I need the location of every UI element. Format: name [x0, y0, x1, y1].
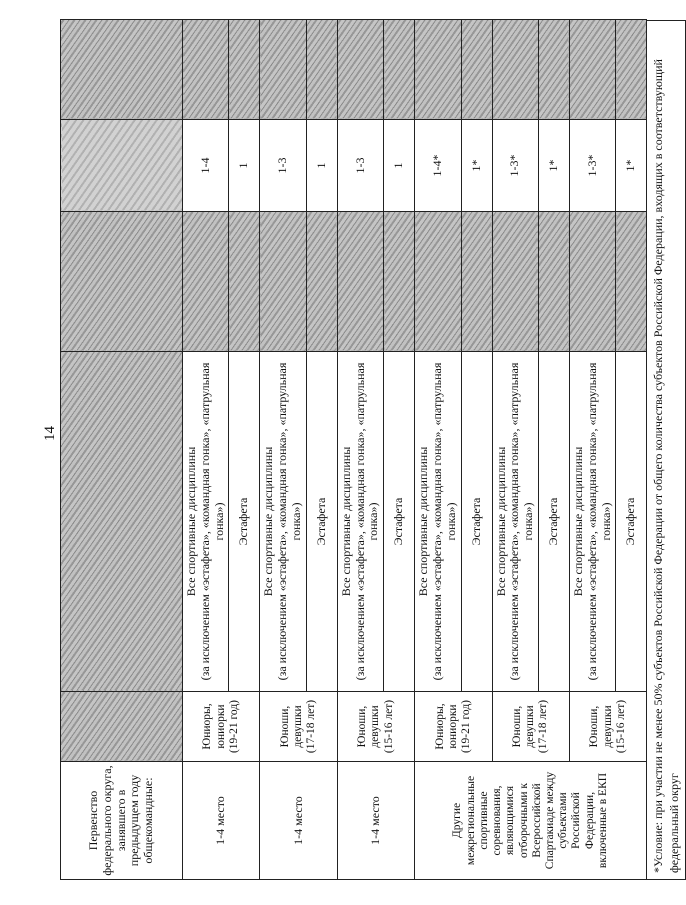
- hatched-cell: [306, 20, 337, 120]
- header-col4: [61, 212, 183, 352]
- other-competitions-cell: Другие межрегиональные спортивные соревнования, являющимися отборочными к Всероссийской Спартакиаде между субъектами Российской Федерации, включенные в ЕКП: [415, 762, 647, 880]
- hatched-cell: [492, 212, 538, 352]
- hatched-cell: [492, 20, 538, 120]
- hatched-cell: [569, 20, 615, 120]
- value-cell: 1-3: [337, 120, 383, 212]
- table-row: [337, 20, 383, 880]
- discipline-main: Все спортивные дисциплины: [570, 446, 585, 597]
- discipline-cell: [492, 352, 538, 692]
- value-cell: 1-4*: [415, 120, 461, 212]
- value-cell: 1-3*: [569, 120, 615, 212]
- value-cell: 1*: [616, 120, 647, 212]
- hatched-cell: [461, 212, 492, 352]
- discipline-cell: Эстафета: [538, 352, 569, 692]
- hatched-cell: [260, 212, 306, 352]
- discipline-main: Все спортивные дисциплины: [261, 446, 276, 597]
- page-number: 14: [42, 426, 58, 441]
- table-row: [260, 20, 306, 880]
- value-cell: 1: [306, 120, 337, 212]
- age-group-cell: Юноши, девушки (17-18 лет): [260, 692, 337, 762]
- place-cell: 1-4 место: [260, 762, 337, 880]
- discipline-cell: [569, 352, 615, 692]
- value-cell: 1: [384, 120, 415, 212]
- discipline-cell: [415, 352, 461, 692]
- discipline-cell: Эстафета: [229, 352, 260, 692]
- hatched-cell: [538, 212, 569, 352]
- table-row: [492, 20, 538, 880]
- discipline-cell: [337, 352, 383, 692]
- discipline-cell: Эстафета: [384, 352, 415, 692]
- table-row: [415, 20, 461, 880]
- place-cell: 1-4 место: [337, 762, 414, 880]
- discipline-note: (за исключением «эстафета», «командная гонка», «патрульная гонка»): [275, 362, 303, 681]
- value-cell: 1: [229, 120, 260, 212]
- value-cell: 1-3*: [492, 120, 538, 212]
- hatched-cell: [306, 212, 337, 352]
- rotated-table-container: [60, 20, 681, 880]
- age-group-cell: Юниоры, юниорки (19-21 год): [415, 692, 492, 762]
- discipline-cell: Эстафета: [306, 352, 337, 692]
- hatched-cell: [183, 20, 229, 120]
- header-col1: Первенство федерального округа, занявшего в предыдущем году общекомандные:: [61, 762, 183, 880]
- hatched-cell: [616, 20, 647, 120]
- discipline-cell: Эстафета: [461, 352, 492, 692]
- age-group-cell: Юноши, девушки (15-16 лет): [337, 692, 414, 762]
- table-header-row: [61, 20, 183, 880]
- discipline-main: Все спортивные дисциплины: [338, 446, 353, 597]
- age-group-cell: Юниоры, юниорки (19-21 год): [183, 692, 260, 762]
- hatched-cell: [260, 20, 306, 120]
- value-cell: 1-3: [260, 120, 306, 212]
- header-col3: [61, 352, 183, 692]
- requirements-table: [60, 19, 647, 880]
- hatched-cell: [538, 20, 569, 120]
- table-row: [569, 20, 615, 880]
- header-col6: [61, 20, 183, 120]
- hatched-cell: [415, 20, 461, 120]
- hatched-cell: [229, 212, 260, 352]
- value-cell: 1-4: [183, 120, 229, 212]
- discipline-cell: [183, 352, 229, 692]
- age-group-cell: Юноши, девушки (17-18 лет): [492, 692, 569, 762]
- hatched-cell: [229, 20, 260, 120]
- discipline-note: (за исключением «эстафета», «командная гонка», «патрульная гонка»): [352, 362, 381, 681]
- hatched-cell: [183, 212, 229, 352]
- discipline-main: Все спортивные дисциплины: [416, 446, 431, 597]
- discipline-note: (за исключением «эстафета», «командная гонка», «патрульная гонка»): [584, 362, 613, 681]
- header-col5: [61, 120, 183, 212]
- discipline-cell: Эстафета: [616, 352, 647, 692]
- hatched-cell: [337, 212, 383, 352]
- hatched-cell: [569, 212, 615, 352]
- table-row: [183, 20, 229, 880]
- hatched-cell: [384, 212, 415, 352]
- hatched-cell: [616, 212, 647, 352]
- value-cell: 1*: [538, 120, 569, 212]
- hatched-cell: [415, 212, 461, 352]
- hatched-cell: [461, 20, 492, 120]
- place-cell: 1-4 место: [183, 762, 260, 880]
- hatched-cell: [337, 20, 383, 120]
- discipline-note: (за исключением «эстафета», «командная гонка», «патрульная гонка»): [429, 362, 458, 681]
- header-col2: [61, 692, 183, 762]
- hatched-cell: [384, 20, 415, 120]
- discipline-main: Все спортивные дисциплины: [493, 446, 508, 597]
- discipline-main: Все спортивные дисциплины: [184, 446, 198, 597]
- discipline-note: (за исключением «эстафета», «командная гонка», «патрульная гонка»): [507, 362, 536, 681]
- discipline-note: (за исключением «эстафета», «командная гонка», «патрульная гонка»): [197, 362, 226, 681]
- age-group-cell: Юноши, девушки (15-16 лет): [569, 692, 646, 762]
- discipline-cell: [260, 352, 306, 692]
- footnote: *Условие: при участии не менее 50% субъектов Российской Федерации от общего количества субъектов Российской Федерации, входящих в соответствующий федеральный округ: [647, 20, 685, 880]
- value-cell: 1*: [461, 120, 492, 212]
